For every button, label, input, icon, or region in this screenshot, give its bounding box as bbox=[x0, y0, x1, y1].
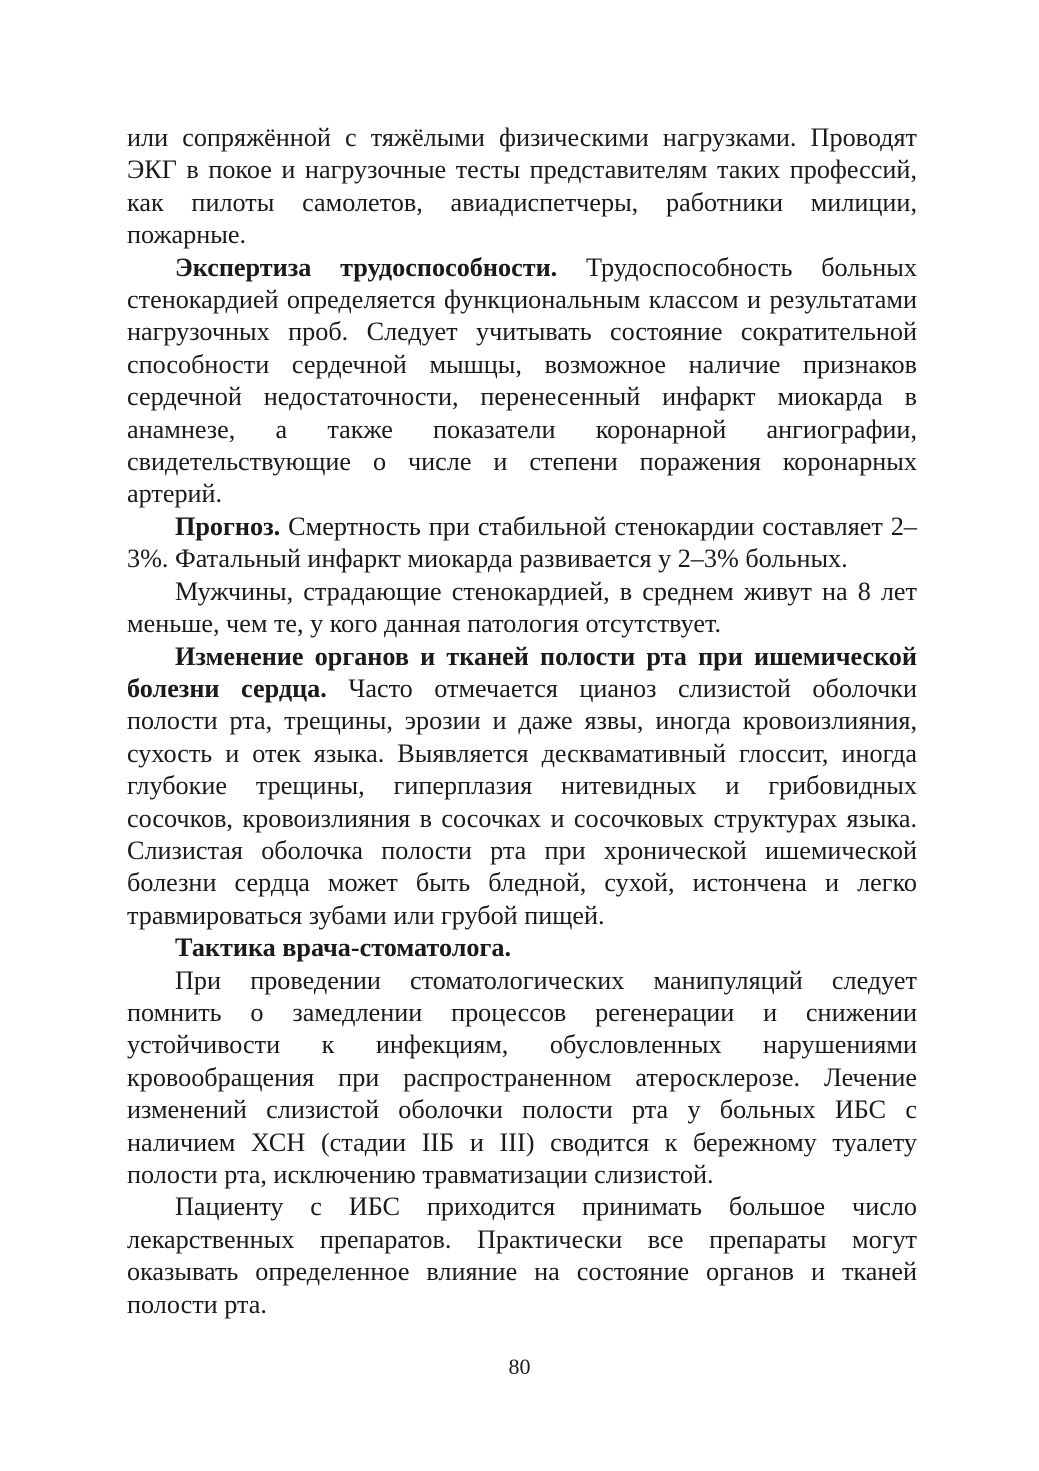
paragraph-title: Экспертиза трудоспособности. bbox=[175, 252, 558, 282]
paragraph-text: Смертность при стабильной стенокардии составляет 2–3%. Фатальный инфаркт миокарда развивается у 2–3% больных. bbox=[127, 511, 917, 574]
paragraph-text: Часто отмечается цианоз слизистой оболочки полости рта, трещины, эрозии и даже язвы, иногда кровоизлияния, сухость и отек языка. Выявляется десквамативный глоссит, иногда глубокие трещины, гиперплазия нитевидных и грибовидных сосочков, кровоизлияния в сосочках и сосочковых структурах языка. Слизистая оболочка полости рта при хронической ишемической болезни сердца может быть бледной, сухой, истончена и легко травмироваться зубами или грубой пищей. bbox=[127, 673, 917, 930]
paragraph-title: Изменение органов и тканей полости рта при ишемической болезни сердца. bbox=[127, 641, 917, 703]
paragraph-men-lifespan: Мужчины, страдающие стенокардией, в среднем живут на 8 лет меньше, чем те, у кого данная патология отсутствует. bbox=[127, 576, 917, 639]
paragraph-text: Трудоспособность больных стенокардией определяется функциональным классом и результатами нагрузочных проб. Следует учитывать состояние сократительной способности сердечной мышцы, возможное наличие признаков сердечной недостаточности, перенесенный инфаркт миокарда в анамнезе, а также показатели коронарной ангиографии, свидетельствующие о числе и степени поражения коронарных артерий. bbox=[127, 252, 917, 509]
paragraph-prognosis bbox=[127, 511, 917, 576]
paragraph-oral-changes bbox=[127, 641, 917, 933]
paragraph-dental-procedures: При проведении стоматологических манипуляций следует помнить о замедлении процессов регенерации и снижении устойчивости к инфекциям, обусловленных нарушениями кровообращения при распространенном атеросклерозе. Лечение изменений слизистой оболочки полости рта у больных ИБС с наличием ХСН (стадии IIБ и III) сводится к бережному туалету полости рта, исключению травматизации слизистой. bbox=[127, 965, 917, 1189]
paragraph-continuation: или сопряжённой с тяжёлыми физическими нагрузками. Проводят ЭКГ в покое и нагрузочные тесты представителям таких профессий, как пилоты самолетов, авиадиспетчеры, работники милиции, пожарные. bbox=[127, 123, 917, 250]
paragraph-medications: Пациенту с ИБС приходится принимать большое число лекарственных препаратов. Практически все препараты могут оказывать определенное влияние на состояние органов и тканей полости рта. bbox=[127, 1192, 917, 1319]
paragraph-work-capacity bbox=[127, 252, 917, 511]
page-number: 80 bbox=[508, 1354, 531, 1379]
paragraph-title: Прогноз. bbox=[175, 511, 281, 541]
page-body bbox=[127, 122, 917, 1321]
section-heading: Тактика врача-стоматолога. bbox=[175, 933, 512, 963]
